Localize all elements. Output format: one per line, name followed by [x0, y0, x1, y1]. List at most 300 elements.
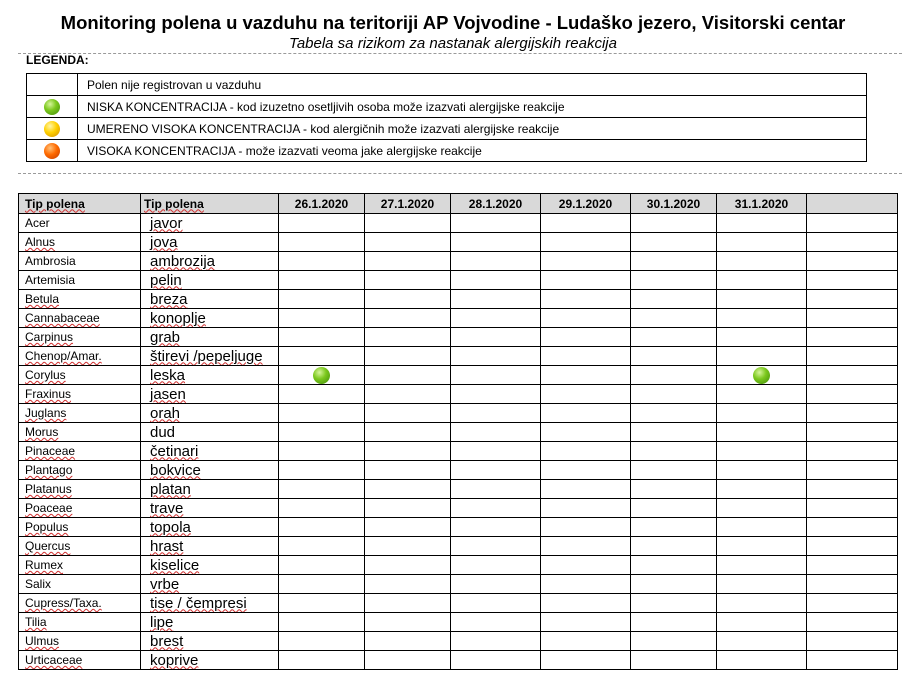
empty-cell [807, 556, 898, 575]
risk-cell [451, 480, 541, 499]
divider [18, 53, 902, 54]
table-row [19, 404, 898, 423]
level-low-dot-icon [44, 99, 60, 115]
risk-cell [279, 385, 365, 404]
local-name-cell [141, 290, 279, 309]
risk-cell [451, 214, 541, 233]
latin-name-cell [19, 423, 141, 442]
level-low-dot-icon [753, 367, 770, 384]
risk-cell [717, 651, 807, 670]
latin-name-cell [19, 499, 141, 518]
latin-name-cell [19, 271, 141, 290]
latin-name-cell [19, 233, 141, 252]
risk-cell [631, 214, 717, 233]
local-name: grab [150, 328, 181, 346]
latin-name-cell [19, 632, 141, 651]
risk-cell [279, 632, 365, 651]
risk-cell [279, 214, 365, 233]
risk-cell [451, 613, 541, 632]
empty-cell [807, 385, 898, 404]
local-name: četinari [150, 442, 199, 460]
latin-name: Alnus [25, 235, 56, 249]
risk-cell [631, 499, 717, 518]
risk-cell [365, 290, 451, 309]
legend-row-low [27, 96, 867, 118]
local-name-cell [141, 271, 279, 290]
local-name-cell [141, 556, 279, 575]
risk-cell [631, 271, 717, 290]
pollen-table [18, 193, 898, 670]
empty-cell [807, 404, 898, 423]
latin-name: Plantago [25, 463, 73, 477]
risk-cell [717, 632, 807, 651]
risk-cell [717, 537, 807, 556]
risk-cell [541, 651, 631, 670]
risk-cell [279, 404, 365, 423]
risk-cell [451, 442, 541, 461]
risk-cell [365, 404, 451, 423]
legend-symbol [27, 74, 78, 96]
risk-cell [631, 613, 717, 632]
latin-name: Rumex [25, 558, 64, 572]
risk-cell [631, 385, 717, 404]
latin-name-cell [19, 537, 141, 556]
legend-table [26, 73, 867, 162]
risk-cell [451, 461, 541, 480]
risk-cell [631, 556, 717, 575]
risk-cell [631, 575, 717, 594]
legend-symbol [27, 118, 78, 140]
latin-name: Juglans [25, 406, 67, 420]
legend-symbol [27, 140, 78, 162]
table-row [19, 480, 898, 499]
local-name: orah [150, 404, 181, 422]
local-name: koprive [150, 651, 199, 669]
risk-cell [541, 328, 631, 347]
risk-cell [365, 594, 451, 613]
local-name: brest [150, 632, 184, 650]
local-name-cell [141, 575, 279, 594]
risk-cell [631, 423, 717, 442]
empty-cell [807, 347, 898, 366]
risk-cell [365, 328, 451, 347]
latin-name: Platanus [25, 482, 72, 496]
risk-cell [631, 233, 717, 252]
latin-name: Populus [25, 520, 69, 534]
empty-cell [807, 309, 898, 328]
risk-cell [279, 575, 365, 594]
risk-cell [631, 328, 717, 347]
level-high-dot-icon [44, 143, 60, 159]
risk-cell [279, 347, 365, 366]
empty-cell [807, 518, 898, 537]
risk-cell [451, 252, 541, 271]
risk-cell [631, 537, 717, 556]
empty-cell [807, 480, 898, 499]
risk-cell [717, 613, 807, 632]
latin-name: Salix [25, 577, 52, 591]
risk-cell [279, 442, 365, 461]
table-row [19, 271, 898, 290]
risk-cell [541, 290, 631, 309]
risk-cell [717, 214, 807, 233]
risk-cell [279, 309, 365, 328]
latin-name-cell [19, 575, 141, 594]
table-row [19, 613, 898, 632]
legend-title: LEGENDA: [26, 53, 89, 67]
risk-cell [541, 613, 631, 632]
table-row [19, 632, 898, 651]
risk-cell [365, 252, 451, 271]
empty-cell [807, 613, 898, 632]
empty-cell [807, 651, 898, 670]
risk-cell [365, 271, 451, 290]
risk-cell [365, 461, 451, 480]
latin-name: Artemisia [25, 273, 76, 287]
latin-name: Carpinus [25, 330, 74, 344]
latin-name-cell [19, 385, 141, 404]
risk-cell [279, 651, 365, 670]
latin-name-cell [19, 442, 141, 461]
risk-cell [279, 613, 365, 632]
table-row [19, 651, 898, 670]
latin-name: Betula [25, 292, 60, 306]
empty-cell [807, 290, 898, 309]
risk-cell [451, 328, 541, 347]
empty-cell [807, 461, 898, 480]
risk-cell [717, 385, 807, 404]
local-name: lipe [150, 613, 174, 631]
column-header-date: 29.1.2020 [541, 194, 631, 214]
local-name-cell [141, 404, 279, 423]
local-name: jasen [150, 385, 186, 403]
risk-cell [631, 347, 717, 366]
empty-cell [807, 537, 898, 556]
latin-name: Tilia [25, 615, 47, 629]
legend-text: NISKA KONCENTRACIJA - kod izuzetno osetljivih osoba može izazvati alergijske reakcije [78, 96, 867, 118]
risk-cell [451, 385, 541, 404]
risk-cell [717, 499, 807, 518]
risk-cell [541, 366, 631, 385]
risk-cell [365, 347, 451, 366]
empty-cell [807, 575, 898, 594]
risk-cell [365, 480, 451, 499]
risk-cell [717, 271, 807, 290]
latin-name-cell [19, 613, 141, 632]
risk-cell [541, 594, 631, 613]
table-row [19, 309, 898, 328]
risk-cell [279, 423, 365, 442]
risk-cell [631, 442, 717, 461]
risk-cell [279, 537, 365, 556]
risk-cell [451, 575, 541, 594]
risk-cell [717, 594, 807, 613]
local-name: platan [150, 480, 191, 498]
risk-cell [717, 233, 807, 252]
table-row [19, 347, 898, 366]
table-row [19, 385, 898, 404]
table-row [19, 594, 898, 613]
risk-cell [631, 290, 717, 309]
local-name: leska [150, 366, 186, 384]
latin-name: Ambrosia [25, 254, 76, 268]
table-row [19, 366, 898, 385]
risk-cell [541, 518, 631, 537]
table-row [19, 252, 898, 271]
risk-cell [541, 423, 631, 442]
risk-cell [541, 461, 631, 480]
risk-cell [717, 442, 807, 461]
risk-cell [541, 632, 631, 651]
risk-cell [279, 499, 365, 518]
table-row [19, 518, 898, 537]
table-row [19, 499, 898, 518]
legend-text: Polen nije registrovan u vazduhu [78, 74, 867, 96]
local-name: štirevi /pepeljuge [150, 347, 263, 365]
latin-name-cell [19, 214, 141, 233]
risk-cell [451, 423, 541, 442]
latin-name-cell [19, 461, 141, 480]
risk-cell [631, 366, 717, 385]
latin-name: Pinaceae [25, 444, 76, 458]
risk-cell [631, 651, 717, 670]
local-name: vrbe [150, 575, 180, 593]
risk-cell [717, 290, 807, 309]
legend-row-none [27, 74, 867, 96]
latin-name: Acer [25, 216, 50, 230]
column-header-label: Tip polena [144, 196, 204, 211]
table-row [19, 290, 898, 309]
risk-cell [365, 214, 451, 233]
local-name-cell [141, 233, 279, 252]
risk-cell [631, 309, 717, 328]
table-row [19, 442, 898, 461]
latin-name-cell [19, 556, 141, 575]
risk-cell [631, 252, 717, 271]
risk-cell [451, 404, 541, 423]
risk-cell [279, 290, 365, 309]
divider [18, 173, 902, 174]
latin-name: Chenop/Amar. [25, 349, 102, 363]
latin-name-cell [19, 252, 141, 271]
risk-cell [541, 537, 631, 556]
local-name-cell [141, 252, 279, 271]
column-header-date [807, 194, 898, 214]
risk-cell [717, 366, 807, 385]
risk-cell [631, 518, 717, 537]
risk-cell [365, 499, 451, 518]
column-header-date: 27.1.2020 [365, 194, 451, 214]
risk-cell [717, 518, 807, 537]
risk-cell [279, 271, 365, 290]
risk-cell [541, 347, 631, 366]
latin-name-cell [19, 366, 141, 385]
local-name-cell [141, 366, 279, 385]
table-row [19, 214, 898, 233]
latin-name-cell [19, 347, 141, 366]
risk-cell [279, 366, 365, 385]
column-header-date: 31.1.2020 [717, 194, 807, 214]
risk-cell [541, 404, 631, 423]
empty-cell [807, 252, 898, 271]
column-header-date: 26.1.2020 [279, 194, 365, 214]
risk-cell [717, 252, 807, 271]
empty-cell [807, 233, 898, 252]
column-header-date: 30.1.2020 [631, 194, 717, 214]
risk-cell [541, 309, 631, 328]
local-name: trave [150, 499, 184, 517]
latin-name: Ulmus [25, 634, 60, 648]
legend-text: UMERENO VISOKA KONCENTRACIJA - kod alergičnih može izazvati alergijske reakcije [78, 118, 867, 140]
empty-cell [807, 632, 898, 651]
risk-cell [279, 594, 365, 613]
table-row [19, 423, 898, 442]
risk-cell [365, 632, 451, 651]
risk-cell [631, 404, 717, 423]
risk-cell [541, 575, 631, 594]
latin-name-cell [19, 404, 141, 423]
risk-cell [451, 271, 541, 290]
risk-cell [365, 613, 451, 632]
column-header-date: 28.1.2020 [451, 194, 541, 214]
page-title: Monitoring polena u vazduhu na teritoriji AP Vojvodine - Ludaško jezero, Visitorski centar [60, 12, 846, 33]
risk-cell [279, 233, 365, 252]
local-name-cell [141, 632, 279, 651]
risk-cell [717, 556, 807, 575]
risk-cell [451, 309, 541, 328]
local-name: dud [150, 423, 176, 441]
local-name-cell [141, 461, 279, 480]
latin-name: Corylus [25, 368, 66, 382]
local-name: hrast [150, 537, 184, 555]
latin-name-cell [19, 309, 141, 328]
latin-name-cell [19, 651, 141, 670]
risk-cell [451, 233, 541, 252]
local-name: pelin [150, 271, 182, 289]
risk-cell [279, 480, 365, 499]
risk-cell [365, 423, 451, 442]
latin-name: Poaceae [25, 501, 73, 515]
risk-cell [451, 366, 541, 385]
risk-cell [631, 461, 717, 480]
risk-cell [365, 233, 451, 252]
risk-cell [279, 252, 365, 271]
empty-cell [807, 594, 898, 613]
local-name-cell [141, 613, 279, 632]
column-header-pollen-type [19, 194, 141, 214]
risk-cell [451, 290, 541, 309]
risk-cell [541, 271, 631, 290]
local-name: bokvice [150, 461, 201, 479]
risk-cell [717, 461, 807, 480]
empty-cell [807, 499, 898, 518]
latin-name: Cannabaceae [25, 311, 100, 325]
level-low-dot-icon [313, 367, 330, 384]
risk-cell [717, 347, 807, 366]
risk-cell [365, 651, 451, 670]
risk-cell [365, 537, 451, 556]
risk-cell [717, 404, 807, 423]
risk-cell [365, 366, 451, 385]
risk-cell [541, 556, 631, 575]
risk-cell [451, 651, 541, 670]
empty-cell [807, 423, 898, 442]
risk-cell [717, 328, 807, 347]
legend-row-moderate [27, 118, 867, 140]
table-row [19, 575, 898, 594]
local-name-cell [141, 594, 279, 613]
local-name: jova [150, 233, 178, 251]
risk-cell [631, 594, 717, 613]
table-row [19, 537, 898, 556]
risk-cell [279, 461, 365, 480]
risk-cell [279, 518, 365, 537]
risk-cell [631, 632, 717, 651]
local-name-cell [141, 423, 279, 442]
legend-text: VISOKA KONCENTRACIJA - može izazvati veoma jake alergijske reakcije [78, 140, 867, 162]
risk-cell [365, 442, 451, 461]
latin-name: Quercus [25, 539, 71, 553]
risk-cell [451, 499, 541, 518]
risk-cell [451, 556, 541, 575]
table-row [19, 461, 898, 480]
local-name-cell [141, 499, 279, 518]
column-header-label: Tip polena [25, 196, 85, 211]
local-name-cell [141, 309, 279, 328]
risk-cell [365, 309, 451, 328]
local-name-cell [141, 214, 279, 233]
risk-cell [541, 480, 631, 499]
risk-cell [365, 518, 451, 537]
level-moderate-dot-icon [44, 121, 60, 137]
latin-name-cell [19, 518, 141, 537]
empty-cell [807, 271, 898, 290]
risk-cell [717, 575, 807, 594]
risk-cell [451, 632, 541, 651]
local-name: topola [150, 518, 191, 536]
local-name-cell [141, 480, 279, 499]
risk-cell [717, 423, 807, 442]
latin-name-cell [19, 594, 141, 613]
latin-name: Urticaceae [25, 653, 83, 667]
risk-cell [541, 499, 631, 518]
risk-cell [541, 442, 631, 461]
risk-cell [451, 347, 541, 366]
local-name: javor [150, 214, 183, 232]
local-name-cell [141, 651, 279, 670]
table-row [19, 328, 898, 347]
local-name: tise / čempresi [150, 594, 247, 612]
empty-cell [807, 366, 898, 385]
risk-cell [279, 328, 365, 347]
risk-cell [451, 594, 541, 613]
risk-cell [541, 385, 631, 404]
table-row [19, 556, 898, 575]
empty-cell [807, 328, 898, 347]
empty-cell [807, 214, 898, 233]
local-name-cell [141, 347, 279, 366]
local-name-cell [141, 328, 279, 347]
latin-name-cell [19, 480, 141, 499]
risk-cell [541, 252, 631, 271]
latin-name: Morus [25, 425, 59, 439]
risk-cell [717, 480, 807, 499]
risk-cell [451, 537, 541, 556]
local-name: breza [150, 290, 188, 308]
risk-cell [631, 480, 717, 499]
latin-name-cell [19, 328, 141, 347]
local-name-cell [141, 537, 279, 556]
